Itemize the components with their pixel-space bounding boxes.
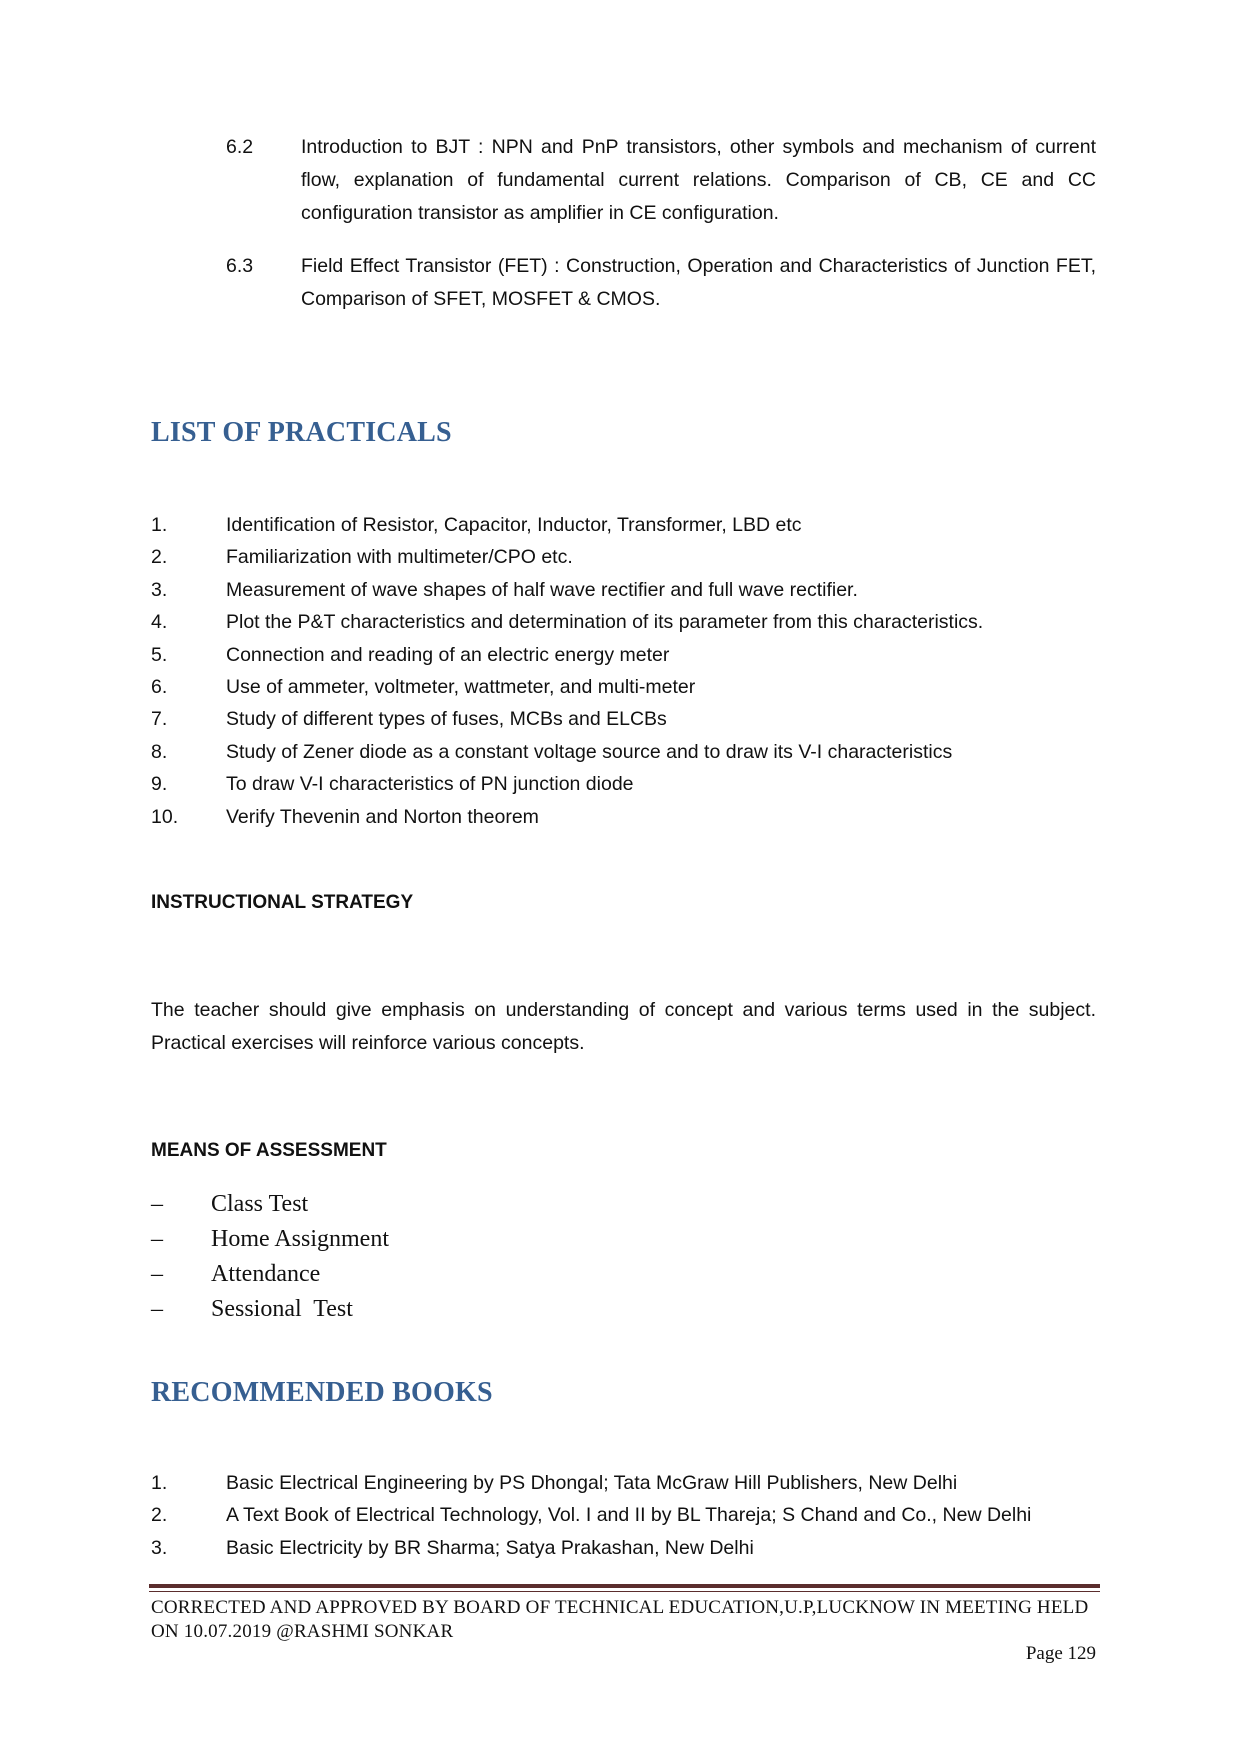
- assessment-heading: MEANS OF ASSESSMENT: [151, 1140, 387, 1161]
- list-item: [151, 639, 1111, 671]
- instructional-strategy-text: The teacher should give emphasis on understanding of concept and various terms used in the subject. Practical exercises will reinforce various concepts.: [151, 999, 1096, 1054]
- instructional-strategy-heading: INSTRUCTIONAL STRATEGY: [151, 892, 414, 913]
- item-number: 10.: [151, 805, 179, 828]
- list-item: [151, 541, 1111, 573]
- footer-rule-thin: [149, 1591, 1100, 1592]
- topic-6-2: [226, 131, 1096, 230]
- item-text: Basic Electrical Engineering by PS Dhongal; Tata McGraw Hill Publishers, New Delhi: [226, 1472, 958, 1494]
- topic-6-3: [226, 250, 1096, 316]
- item-text: Connection and reading of an electric energy meter: [226, 643, 670, 666]
- footer-line-2: ON 10.07.2019 @RASHMI SONKAR: [151, 1620, 454, 1642]
- item-number: 8.: [151, 740, 168, 763]
- books-heading: RECOMMENDED BOOKS: [151, 1377, 493, 1408]
- item-number: 9.: [151, 773, 168, 796]
- item-text: Verify Thevenin and Norton theorem: [226, 805, 539, 828]
- footer-line-1: CORRECTED AND APPROVED BY BOARD OF TECHNICAL EDUCATION,U.P,LUCKNOW IN MEETING HELD: [151, 1597, 1089, 1618]
- item-text: Plot the P&T characteristics and determination of its parameter from this characteristics.: [226, 611, 984, 634]
- item-text: Measurement of wave shapes of half wave rectifier and full wave rectifier.: [226, 578, 858, 601]
- list-item: [151, 1467, 1111, 1499]
- list-item: [151, 509, 1111, 541]
- topic-text: Field Effect Transistor (FET) : Construction, Operation and Characteristics of Junction FET, Comparison of SFET, MOSFET & CMOS.: [301, 255, 1096, 310]
- dash-marker: –: [151, 1226, 163, 1252]
- practicals-heading: LIST OF PRACTICALS: [151, 417, 452, 448]
- list-item: [151, 801, 1111, 833]
- footer-rule: [149, 1584, 1100, 1588]
- item-number: 1.: [151, 1472, 168, 1494]
- item-text: Home Assignment: [211, 1226, 389, 1252]
- item-text: Basic Electricity by BR Sharma; Satya Prakashan, New Delhi: [226, 1536, 754, 1559]
- topic-number: 6.3: [226, 255, 254, 277]
- item-text: Attendance: [211, 1261, 321, 1287]
- item-text: A Text Book of Electrical Technology, Vol. I and II by BL Thareja; S Chand and Co., New Delhi: [226, 1504, 1032, 1527]
- list-item: [151, 768, 1111, 800]
- item-text: Study of Zener diode as a constant voltage source and to draw its V-I characteristics: [226, 740, 953, 763]
- item-number: 4.: [151, 611, 168, 634]
- item-number: 7.: [151, 708, 168, 731]
- item-text: Identification of Resistor, Capacitor, Inductor, Transformer, LBD etc: [226, 514, 802, 536]
- list-item: [151, 703, 1111, 735]
- item-text: Study of different types of fuses, MCBs and ELCBs: [226, 708, 667, 731]
- topic-text: Introduction to BJT : NPN and PnP transistors, other symbols and mechanism of current flow, explanation of fundamental current relations. Comparison of CB, CE and CC configuration transistor as amplifier in CE configuration.: [301, 136, 1096, 224]
- practicals-list: [151, 509, 1111, 833]
- item-text: Familiarization with multimeter/CPO etc.: [226, 546, 573, 569]
- item-text: To draw V-I characteristics of PN junction diode: [226, 773, 634, 796]
- books-list: [151, 1467, 1111, 1564]
- list-item: [151, 574, 1111, 606]
- item-text: Use of ammeter, voltmeter, wattmeter, and multi-meter: [226, 675, 696, 698]
- page-number: Page 129: [1025, 1643, 1096, 1664]
- item-text: Sessional Test: [211, 1296, 353, 1322]
- list-item: [151, 1499, 1111, 1531]
- item-number: 3.: [151, 1536, 168, 1559]
- footer-approval-note: [151, 1596, 1111, 1643]
- item-number: 2.: [151, 1504, 168, 1527]
- list-item: [151, 1532, 1111, 1564]
- dash-marker: –: [151, 1296, 163, 1322]
- list-item: [151, 606, 1111, 638]
- item-number: 5.: [151, 643, 168, 666]
- item-number: 1.: [151, 514, 168, 536]
- dash-marker: –: [151, 1191, 163, 1217]
- list-item: [151, 736, 1111, 768]
- item-number: 2.: [151, 546, 168, 569]
- dash-marker: –: [151, 1261, 163, 1287]
- list-item: [151, 671, 1111, 703]
- item-number: 3.: [151, 578, 168, 601]
- topic-number: 6.2: [226, 136, 254, 158]
- item-number: 6.: [151, 675, 168, 698]
- item-text: Class Test: [211, 1191, 309, 1217]
